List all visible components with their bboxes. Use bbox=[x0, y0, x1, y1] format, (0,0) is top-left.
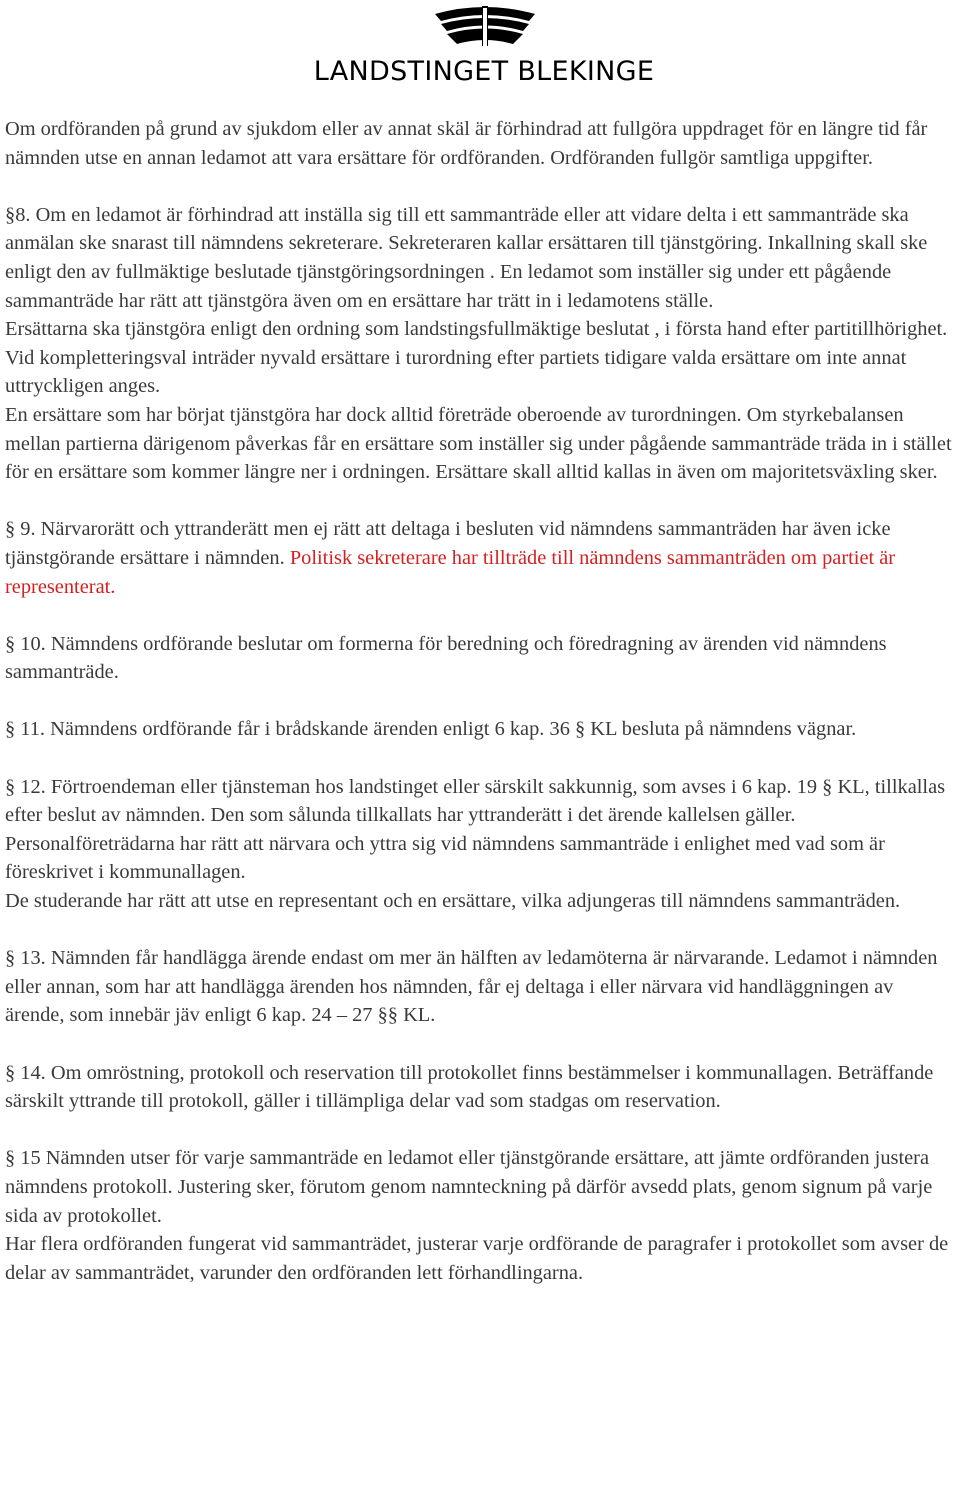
section-9-text: § 9. Närvarorätt och yttranderätt men ej rätt att deltaga i besluten vid nämndens sammanträden har även icke tjänstgörande ersättare i nämnden. bbox=[5, 518, 891, 569]
section-9-paragraph bbox=[5, 515, 957, 601]
section-12-staff-paragraph: Personalföreträdarna har rätt att närvara och yttra sig vid nämndens sammanträde i enlighet med vad som är föreskrivet i kommunallagen. bbox=[5, 832, 885, 884]
section-10-paragraph: § 10. Nämndens ordförande beslutar om formerna för beredning och föredragning av ärenden vid nämndens sammanträde. bbox=[5, 632, 887, 684]
document-body bbox=[5, 115, 957, 1287]
section-8-paragraph: §8. Om en ledamot är förhindrad att inställa sig till ett sammanträde eller att vidare delta i ett sammanträde ska anmälan ske snarast till nämndens sekreterare. Sekreteraren kallar ersättaren till tjänstgöring. Inkallning skall ske enligt den av fullmäktige beslutade tjänstgöringsordningen . En ledamot som inställer sig under ett pågående sammanträde har rätt att tjänstgöra även om en ersättare har trätt in i ledamotens ställe. bbox=[5, 203, 928, 312]
section-15-paragraph: § 15 Nämnden utser för varje sammanträde en ledamot eller tjänstgörande ersättare, att jämte ordföranden justera nämndens protokoll. Justering sker, förutom genom namnteckning på därför avsedd plats, genom signum på varje sida av protokollet. bbox=[5, 1147, 933, 1227]
section-12-paragraph: § 12. Förtroendeman eller tjänsteman hos landstinget eller särskilt sakkunnig, som avses i 6 kap. 19 § KL, tillkallas efter beslut av nämnden. Den som sålunda tillkallats har yttranderätt i det ärende kallelsen gäller. bbox=[5, 775, 946, 827]
section-9-highlighted-text: Politisk sekreterare har tillträde till nämndens sammanträden om partiet är representerat. bbox=[5, 546, 896, 598]
section-12-students-paragraph: De studerande har rätt att utse en representant och en ersättare, vilka adjungeras till nämndens sammanträden. bbox=[5, 890, 901, 913]
section-15-chairs-paragraph: Har flera ordföranden fungerat vid sammanträdet, justerar varje ordförande de paragrafer i protokollet som avser de delar av sammanträdet, varunder den ordföranden lett förhandlingarna. bbox=[5, 1233, 949, 1284]
section-8-precedence-paragraph: En ersättare som har börjat tjänstgöra har dock alltid företräde oberoende av turordningen. Om styrkebalansen mellan partierna därigenom påverkas får en ersättare som inställer sig under pågående sammanträde träda in i stället för en ersättare som kommer längre ner i ordningen. Ersättare skall alltid kallas in även om majoritetsväxling sker. bbox=[5, 403, 952, 484]
intro-paragraph: Om ordföranden på grund av sjukdom eller av annat skäl är förhindrad att fullgöra uppdraget för en längre tid får nämnden utse en annan ledamot att vara ersättare för ordföranden. Ordföranden fullgör samtliga uppgifter. bbox=[5, 118, 928, 169]
document-header bbox=[0, 0, 960, 100]
section-8-substitutes-paragraph: Ersättarna ska tjänstgöra enligt den ordning som landstingsfullmäktige beslutat , i första hand efter partitillhörighet. Vid kompletteringsval inträder nyvald ersättare i turordning efter partiets tidigare valda ersättare om inte annat uttryckligen anges. bbox=[5, 318, 948, 398]
ship-hull-logo-icon bbox=[433, 4, 537, 52]
section-14-paragraph: § 14. Om omröstning, protokoll och reservation till protokollet finns bestämmelser i kommunallagen. Beträffande särskilt yttrande till protokoll, gäller i tillämpliga delar vad som stadgas om reservation. bbox=[5, 1061, 934, 1113]
organization-name: LANDSTINGET BLEKINGE bbox=[313, 56, 655, 87]
section-13-paragraph: § 13. Nämnden får handlägga ärende endast om mer än hälften av ledamöterna är närvarande. Ledamot i nämnden eller annan, som har att handlägga ärenden hos nämnden, får ej deltaga i eller närvara vid handläggningen av ärende, som innebär jäv enligt 6 kap. 24 – 27 §§ KL. bbox=[5, 947, 938, 1027]
section-11-paragraph: § 11. Nämndens ordförande får i brådskande ärenden enligt 6 kap. 36 § KL besluta på nämndens vägnar. bbox=[5, 718, 857, 741]
